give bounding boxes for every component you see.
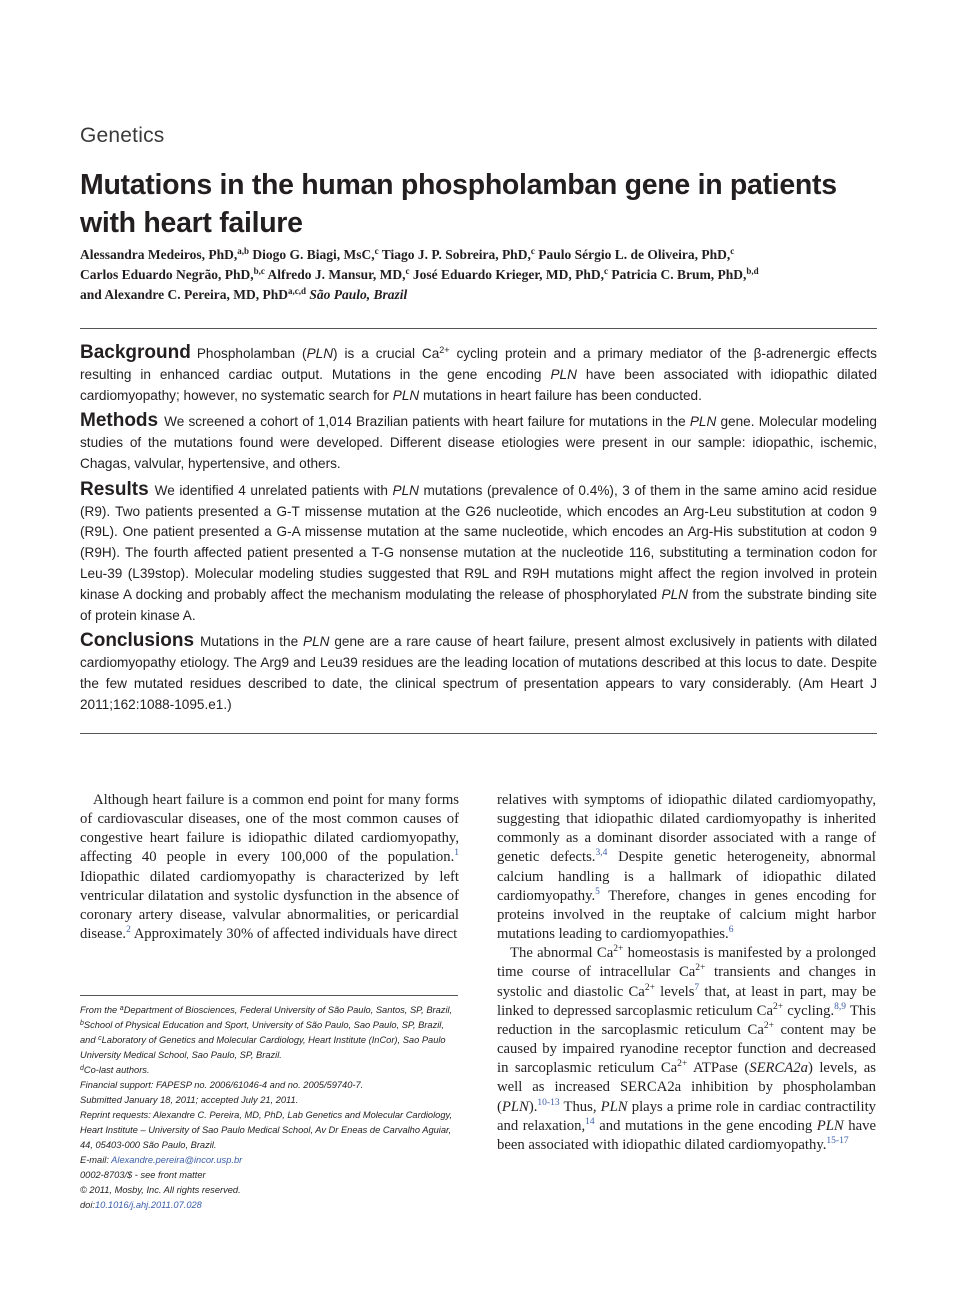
author: Paulo Sérgio L. de Oliveira, PhD, <box>538 247 731 262</box>
co-last-authors-note: $^d$Co-last authors. <box>80 1065 150 1075</box>
reference-link[interactable]: 7 <box>694 982 700 993</box>
footnote-rule <box>80 995 458 996</box>
affiliation-marker: c <box>374 246 379 256</box>
copyright-note: © 2011, Mosby, Inc. All rights reserved. <box>80 1185 241 1195</box>
doi-note: doi:10.1016/j.ahj.2011.07.028 <box>80 1200 202 1210</box>
abstract-background: Background Phospholamban (PLN) is a crucial $Ca^{2+}$ cycling protein and a primary mediator of the β-adrenergic effects resulting in enhanced cardiac output. Mutations in the gene encoding PLN have been associated with idiopathic dilated cardiomyopathy; however, no systematic search for PLN mutations in heart failure has been conducted. <box>80 342 878 403</box>
footnotes <box>80 1003 459 1213</box>
abstract-heading: Conclusions <box>80 630 195 652</box>
author: Patricia C. Brum, PhD, <box>611 267 747 282</box>
reference-link[interactable]: 2 <box>126 925 131 936</box>
body-column-right <box>497 791 876 1155</box>
abstract-heading: Results <box>80 478 149 500</box>
reference-link[interactable]: 15-17 <box>826 1135 849 1146</box>
author-location: São Paulo, Brazil <box>309 287 408 302</box>
abstract-heading: Methods <box>80 410 159 432</box>
funding-note: Financial support: FAPESP no. 2006/61046-4 and no. 2005/59740-7. <box>80 1080 364 1090</box>
body-paragraph: relatives with symptoms of idiopathic dilated cardiomyopathy, suggesting that idiopathic dilated cardiomyopathy is inherited commonly as a dominant disorder associated with a range of genetic defects.$^{3,4}$ Despite genetic heterogeneity, abnormal calcium handling is a hallmark of idiopathic dilated cardiomyopathy.$^5$ Therefore, changes in genes encoding for proteins involved in the reuptake of calcium might harbor mutations leading to cardiomyopathies.$^6$ <box>497 792 876 943</box>
reprint-note: Reprint requests: Alexandre C. Pereira, MD, PhD, Lab Genetics and Molecular Cardiology, Heart Institute – University of Sao Paulo Medical School, Av Dr Eneas de Carvalho Aguiar, 44, 05403-000 São Paulo, Brazil. <box>80 1110 453 1150</box>
author: Alessandra Medeiros, PhD, <box>80 247 238 262</box>
author: Alfredo J. Mansur, MD, <box>267 267 406 282</box>
author: Carlos Eduardo Negrão, PhD, <box>80 267 254 282</box>
abstract-bottom-rule <box>80 733 877 734</box>
doi-link[interactable]: 10.1016/j.ahj.2011.07.028 <box>95 1200 202 1210</box>
affiliation-marker: c <box>530 246 535 256</box>
body-column-left <box>80 791 459 944</box>
author: José Eduardo Krieger, MD, PhD, <box>412 267 605 282</box>
issn-note: 0002-8703/$ - see front matter <box>80 1170 206 1180</box>
abstract <box>80 343 877 721</box>
abstract-heading: Background <box>80 342 191 363</box>
affiliation-marker: b,d <box>746 266 759 276</box>
reference-link[interactable]: 1 <box>454 848 459 859</box>
affiliation-marker: c <box>405 266 410 276</box>
abstract-top-rule <box>80 328 877 329</box>
author: Tiago J. P. Sobreira, PhD, <box>381 247 531 262</box>
body-paragraph: Although heart failure is a common end point for many forms of cardiovascular diseases, one of the most common causes of congestive heart failure is idiopathic dilated cardiomyopathy, affecting 40 people in every 100,000 of the population.$^1$ Idiopathic dilated cardiomyopathy is characterized by left ventricular dilatation and systolic dysfunction in the absence of coronary artery disease, valvular abnormalities, or pericardial disease.$^2$ Approximately 30% of affected individuals have direct <box>80 792 459 943</box>
reference-link[interactable]: 5 <box>595 886 600 897</box>
affiliation-marker: a,b <box>237 246 250 256</box>
article-title: Mutations in the human phospholamban gene in patients with heart failure <box>80 169 837 239</box>
author: Diogo G. Biagi, MsC, <box>252 247 375 262</box>
section-label: Genetics <box>80 124 165 147</box>
reference-link[interactable]: 8,9 <box>834 1001 847 1012</box>
affiliation-marker: a,c,d <box>287 286 306 296</box>
affiliation-marker: c <box>730 246 735 256</box>
abstract-conclusions: Conclusions Mutations in the PLN gene are a rare cause of heart failure, present almost exclusively in patients with dilated cardiomyopathy etiology. The Arg9 and Leu39 residues are the leading location of mutations described at this locus to date. Despite the few mutated residues described to date, the clinical spectrum of presentation appears to vary considerably. (Am Heart J 2011;162:1088-1095.e1.) <box>80 630 877 712</box>
abstract-methods: Methods We screened a cohort of 1,014 Brazilian patients with heart failure for mutations in the PLN gene. Molecular modeling studies of the mutations found were developed. Different disease etiologies were present in our sample: idiopathic, ischemic, Chagas, valvular, hypertensive, and others. <box>80 410 877 471</box>
reference-link[interactable]: 10-13 <box>537 1097 560 1108</box>
reference-link[interactable]: 3,4 <box>595 848 608 859</box>
reference-link[interactable]: 6 <box>728 925 734 936</box>
author: and Alexandre C. Pereira, MD, PhD <box>80 287 288 302</box>
submitted-note: Submitted January 18, 2011; accepted July 21, 2011. <box>80 1095 299 1105</box>
email-note: E-mail: Alexandre.pereira@incor.usp.br <box>80 1155 243 1165</box>
author-list <box>80 245 880 305</box>
email-link[interactable]: Alexandre.pereira@incor.usp.br <box>111 1155 243 1165</box>
affiliations-note: From the $^a$Department of Biosciences, Federal University of São Paulo, Santos, SP, Brazil, $^b$School of Physical Education and Sport, University of São Paulo, Sao Paulo, SP, Brazil, and $^c$Laboratory of Genetics and Molecular Cardiology, Heart Institute (InCor), Sao Paulo University Medical School, Sao Paulo, SP, Brazil. <box>80 1005 453 1060</box>
body-paragraph: The abnormal $Ca^{2+}$ homeostasis is manifested by a prolonged time course of intracellular $Ca^{2+}$ transients and changes in systolic and diastolic $Ca^{2+}$ levels$^7$ that, at least in part, may be linked to depressed sarcoplasmic reticulum $Ca^{2+}$ cycling.$^{8,9}$ This reduction in the sarcoplasmic reticulum $Ca^{2+}$ content may be caused by impaired ryanodine receptor function and decreased in sarcoplasmic reticulum $Ca^{2+}$ ATPase (SERCA2a) levels, as well as increased SERCA2a inhibition by phospholamban (PLN).$^{10-13}$ Thus, PLN plays a prime role in cardiac contractility and relaxation,$^{14}$ and mutations in the gene encoding PLN have been associated with idiopathic dilated cardiomyopathy.$^{15-17}$ <box>497 944 877 1153</box>
reference-link[interactable]: 14 <box>585 1116 595 1127</box>
affiliation-marker: c <box>604 266 609 276</box>
abstract-results: Results We identified 4 unrelated patients with PLN mutations (prevalence of 0.4%), 3 of them in the same amino acid residue (R9). Two patients presented a G-T missense mutation at the G26 nucleotide, which encodes an Arg-Leu substitution at codon 9 (R9L). One patient presented a G-A missense mutation at the same nucleotide, which encodes an Arg-His substitution at codon 9 (R9H). The fourth affected patient presented a T-G nonsense mutation at the nucleotide 116, substituting a termination codon for Leu-39 (L39stop). Molecular modeling studies suggested that R9L and R9H mutations might affect the region involved in protein kinase A docking and probably affect the mechanism modulating the release of phosphorylated PLN from the substrate binding site of protein kinase A. <box>80 478 877 623</box>
affiliation-marker: b,c <box>253 266 265 276</box>
